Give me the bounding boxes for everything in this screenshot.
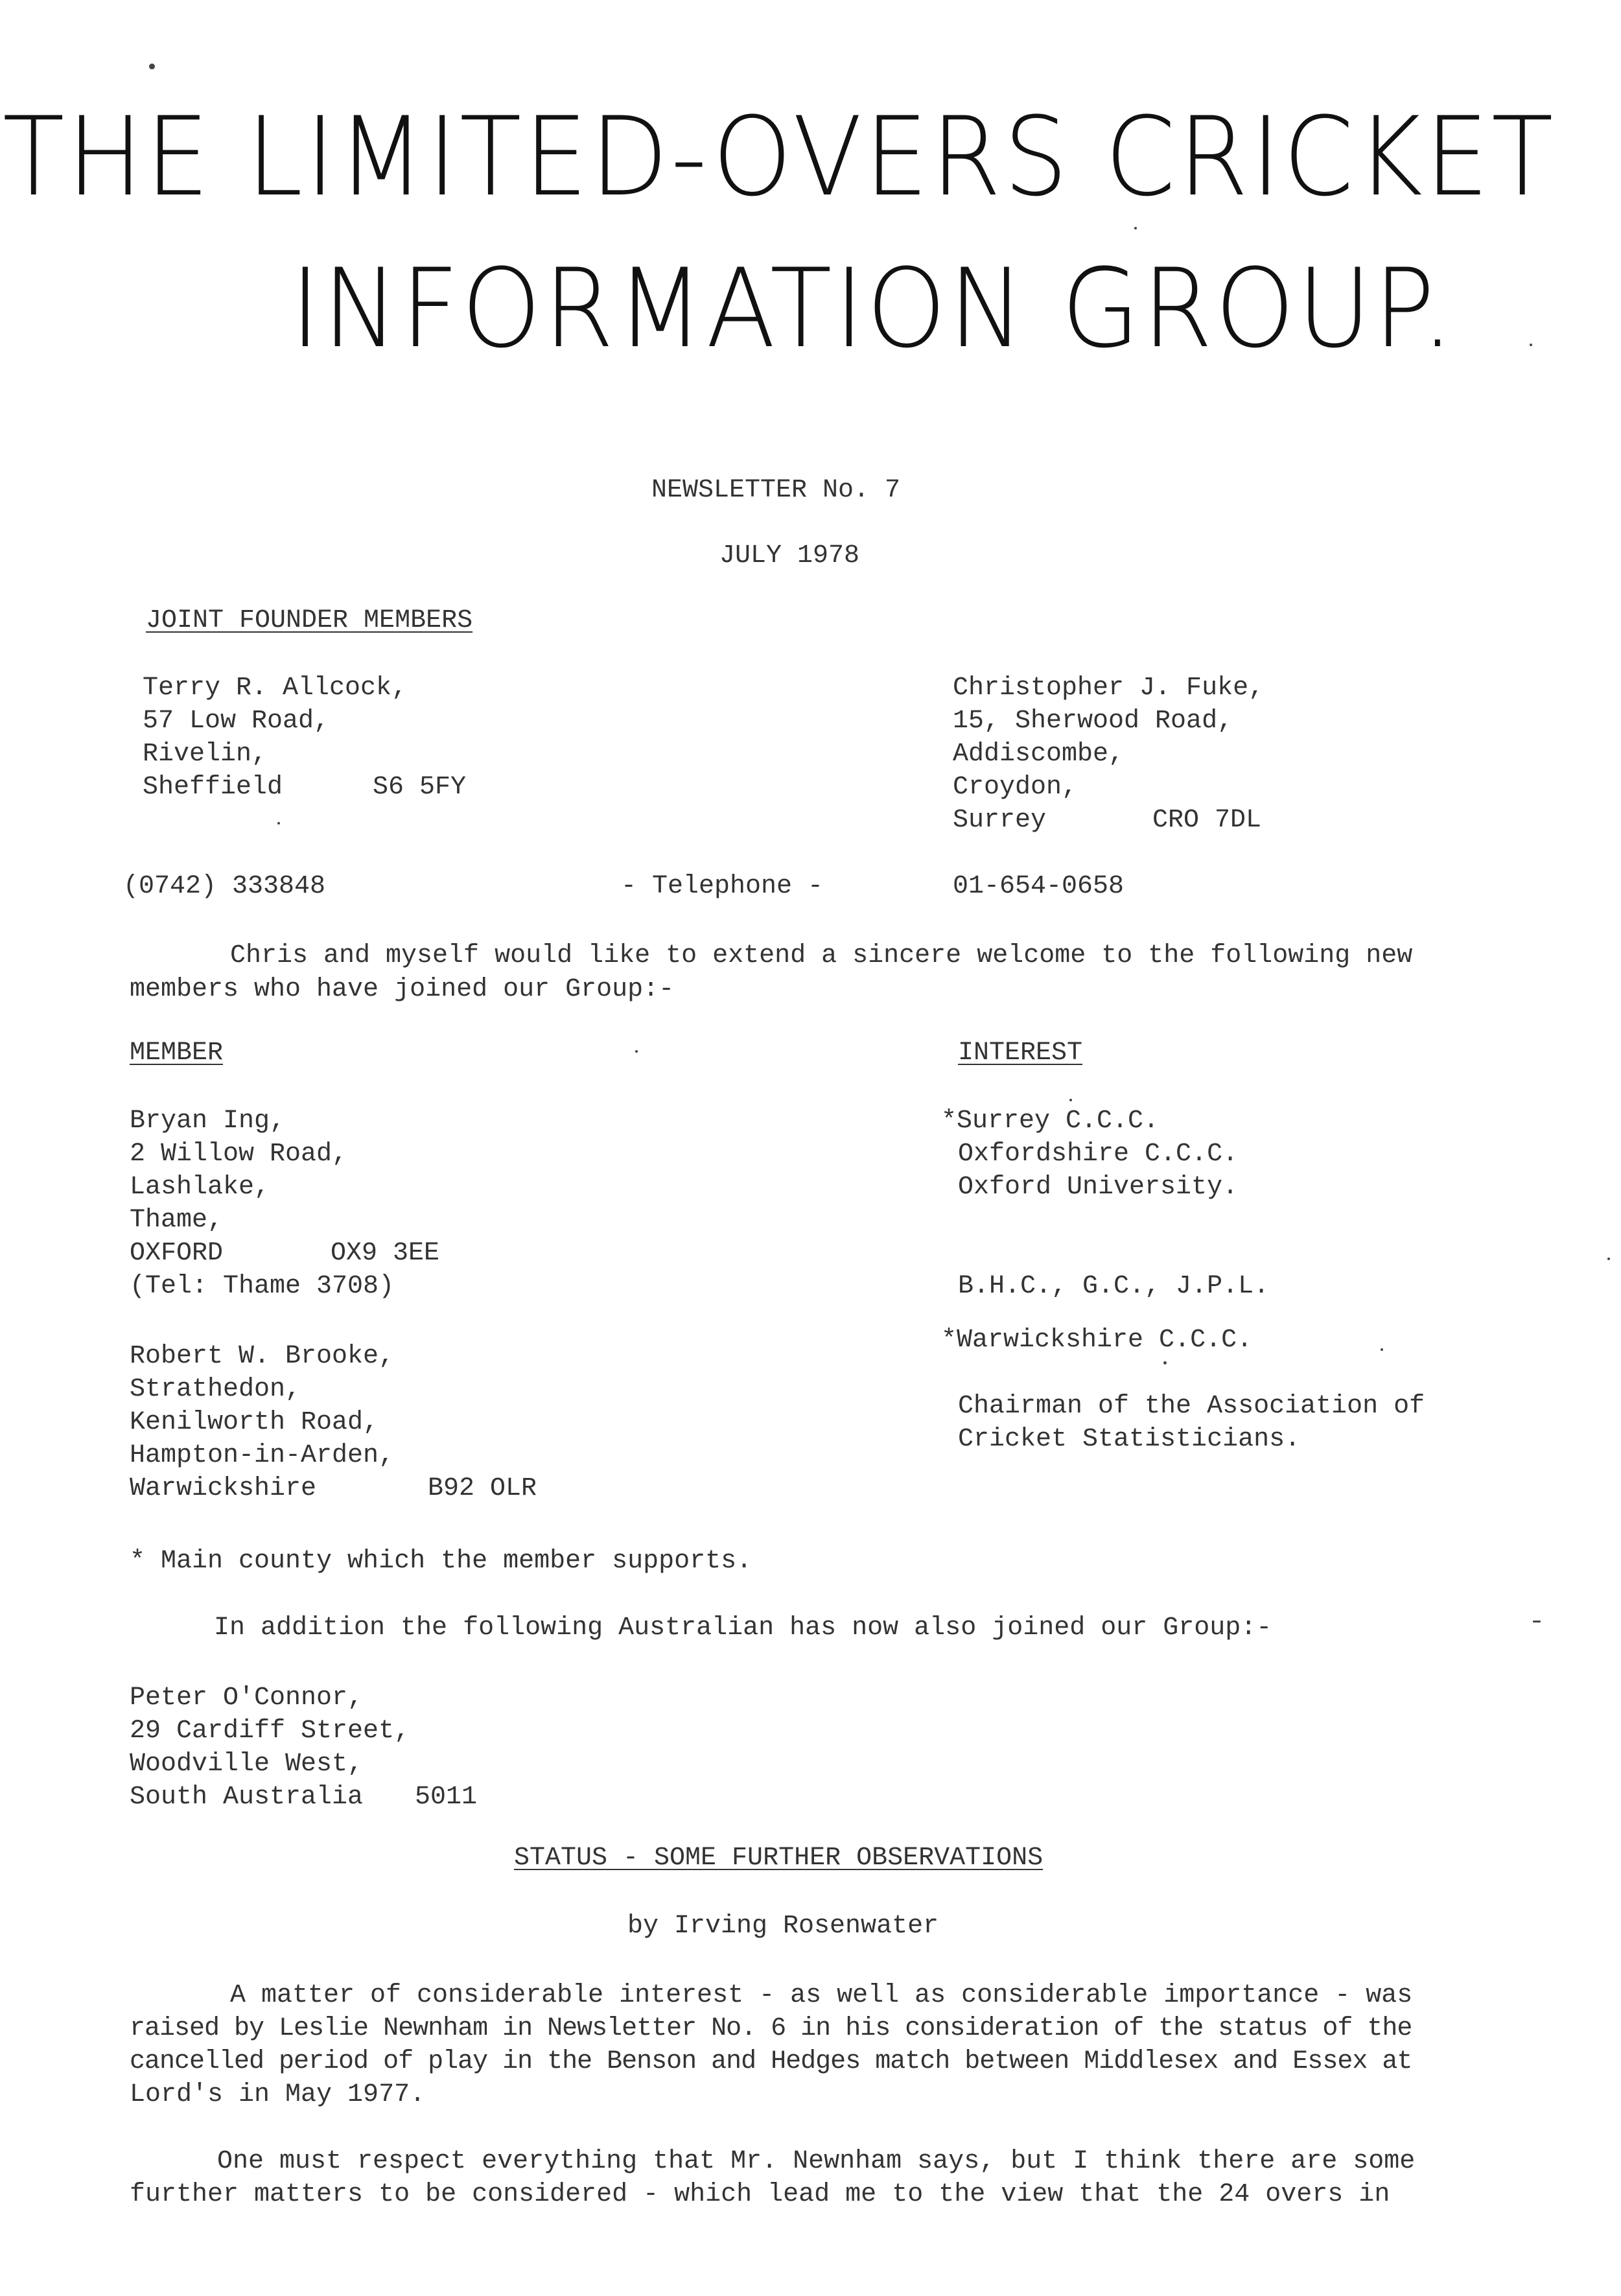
australian-address-line: 29 Cardiff Street,: [130, 1716, 410, 1746]
member-interest: Oxford University.: [958, 1173, 1239, 1202]
article-paragraph-1-line: Lord's in May 1977.: [130, 2080, 426, 2109]
member-address-line: Kenilworth Road,: [130, 1408, 379, 1437]
founder-left-district: Rivelin,: [143, 740, 268, 769]
founder-left-phone: (0742) 333848: [123, 872, 326, 901]
founder-right-phone: 01-654-0658: [953, 872, 1125, 901]
founder-left-name: Terry R. Allcock,: [143, 674, 408, 703]
article-paragraph-1-line: cancelled period of play in the Benson and Hedges match between Middlesex and Essex at: [130, 2047, 1412, 2076]
scan-speck: [1607, 1258, 1610, 1260]
article-paragraph-1-line: A matter of considerable interest - as well as considerable importance - was: [230, 1981, 1413, 2010]
member-column-heading: MEMBER: [130, 1038, 224, 1068]
article-byline: by Irving Rosenwater: [627, 1912, 939, 1941]
article-paragraph-2-line: further matters to be considered - which lead me to the view that the 24 overs in: [130, 2180, 1390, 2209]
founder-left-city: Sheffield: [143, 773, 283, 802]
member-address-line: Lashlake,: [130, 1173, 270, 1202]
founder-right-town: Croydon,: [953, 773, 1078, 802]
founder-right-postcode: CRO 7DL: [1152, 806, 1262, 835]
member-address-line: Thame,: [130, 1206, 224, 1235]
article-paragraph-1-line: raised by Leslie Newnham in Newsletter No. 6 in his consideration of the status of the: [130, 2014, 1412, 2043]
masthead-line-2: INFORMATION GROUP.: [290, 245, 1456, 372]
member-address-line: Strathedon,: [130, 1375, 301, 1404]
scan-speck: [635, 1050, 638, 1053]
scan-speck: [1069, 1099, 1072, 1101]
member-role: Chairman of the Association of: [958, 1392, 1425, 1421]
article-paragraph-2-line: One must respect everything that Mr. Newnham says, but I think there are some: [217, 2147, 1416, 2176]
interest-column-heading: INTEREST: [958, 1038, 1083, 1068]
member-address-line: Hampton-in-Arden,: [130, 1441, 395, 1470]
founder-left-postcode: S6 5FY: [373, 773, 467, 802]
newsletter-number: NEWSLETTER No. 7: [651, 476, 901, 505]
scan-speck: [149, 64, 155, 69]
newsletter-date: JULY 1978: [719, 541, 860, 570]
telephone-label: - Telephone -: [621, 872, 824, 901]
australian-address-line: South Australia: [130, 1783, 364, 1812]
welcome-line-1: Chris and myself would like to extend a sincere welcome to the following new: [230, 941, 1413, 970]
welcome-line-2: members who have joined our Group:-: [130, 975, 675, 1004]
founder-right-street: 15, Sherwood Road,: [953, 707, 1233, 736]
founders-heading: JOINT FOUNDER MEMBERS: [146, 606, 473, 635]
main-county-footnote: * Main county which the member supports.: [130, 1547, 752, 1576]
member-role: Cricket Statisticians.: [958, 1425, 1301, 1454]
founder-right-district: Addiscombe,: [953, 740, 1125, 769]
article-title: STATUS - SOME FURTHER OBSERVATIONS: [514, 1844, 1044, 1873]
scan-speck: [277, 822, 280, 825]
member-address-line: Robert W. Brooke,: [130, 1342, 395, 1371]
scan-speck: [1530, 344, 1532, 346]
australian-intro: In addition the following Australian has now also joined our Group:-: [214, 1613, 1272, 1643]
founder-left-street: 57 Low Road,: [143, 707, 330, 736]
scan-speck: [1134, 227, 1137, 229]
member-address-line: Bryan Ing,: [130, 1107, 286, 1136]
member-postcode: B92 OLR: [428, 1474, 537, 1503]
masthead-line-1: THE LIMITED-OVERS CRICKET: [3, 93, 1556, 220]
australian-address-line: Peter O'Connor,: [130, 1683, 364, 1713]
member-phone: (Tel: Thame 3708): [130, 1272, 395, 1301]
scan-speck: [1381, 1348, 1383, 1351]
founder-right-county: Surrey: [953, 806, 1047, 835]
australian-address-line: Woodville West,: [130, 1750, 364, 1779]
member-interest: Oxfordshire C.C.C.: [958, 1140, 1239, 1169]
scan-speck: [1163, 1361, 1167, 1365]
founder-right-name: Christopher J. Fuke,: [953, 674, 1265, 703]
australian-postcode: 5011: [415, 1783, 478, 1812]
member-interest: *Surrey C.C.C.: [941, 1107, 1160, 1136]
member-postcode: OX9 3EE: [331, 1239, 440, 1268]
member-competitions: B.H.C., G.C., J.P.L.: [958, 1272, 1270, 1301]
member-interest: *Warwickshire C.C.C.: [941, 1326, 1253, 1355]
scan-speck: [1533, 1621, 1541, 1622]
member-address-line: 2 Willow Road,: [130, 1140, 348, 1169]
member-address-line: OXFORD: [130, 1239, 224, 1268]
member-address-line: Warwickshire: [130, 1474, 317, 1503]
